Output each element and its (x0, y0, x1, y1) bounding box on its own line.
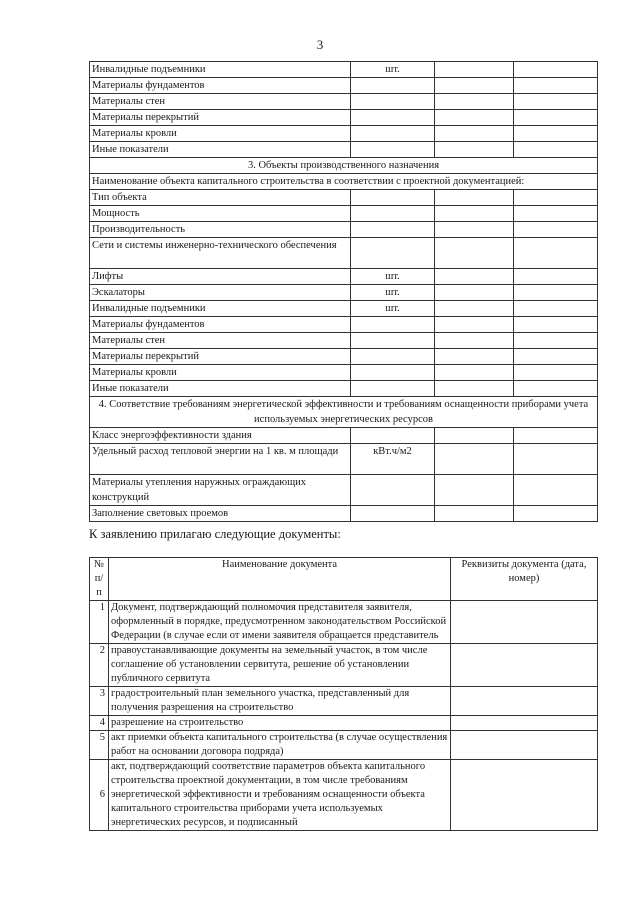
cell-empty (514, 190, 598, 206)
row-label: Инвалидные подъемники (90, 62, 351, 78)
table-row (90, 349, 598, 365)
row-label: Эскалаторы (90, 285, 351, 301)
row-unit (351, 317, 435, 333)
row-label: Материалы перекрытий (90, 110, 351, 126)
table-row (90, 317, 598, 333)
row-name: акт, подтверждающий соответствие параметров объекта капитального строительства проектной документации, в том числе требованиям энергетической эффективности и требованиям оснащенности объекта капитального строительства приборами учета используемых энергетических ресурсов, и подписанный (109, 760, 451, 831)
row-unit (351, 349, 435, 365)
section-4-title: 4. Соответствие требованиям энергетической эффективности и требованиям оснащенности приборами учета используемых энергетических ресурсов (90, 397, 598, 428)
table-row (90, 444, 598, 475)
table-row (90, 206, 598, 222)
table-row (90, 269, 598, 285)
row-unit (351, 94, 435, 110)
cell-empty (435, 222, 514, 238)
row-unit (351, 190, 435, 206)
row-name: акт приемки объекта капитального строительства (в случае осуществления работ на основании договора подряда) (109, 731, 451, 760)
row-label: Мощность (90, 206, 351, 222)
row-label: Сети и системы инженерно-технического обеспечения (90, 238, 351, 269)
table-row (90, 428, 598, 444)
row-unit (351, 206, 435, 222)
section-3-title: 3. Объекты производственного назначения (90, 158, 598, 174)
row-unit (351, 365, 435, 381)
table-row (90, 285, 598, 301)
row-unit: шт. (351, 62, 435, 78)
row-num: 5 (90, 731, 109, 760)
table-row (90, 78, 598, 94)
row-details (451, 687, 598, 716)
row-unit (351, 333, 435, 349)
row-label: Иные показатели (90, 381, 351, 397)
cell-empty (435, 301, 514, 317)
section-header-row (90, 397, 598, 428)
cell-empty (514, 238, 598, 269)
section-header-row (90, 158, 598, 174)
row-unit (351, 222, 435, 238)
row-details (451, 760, 598, 831)
row-num: 1 (90, 601, 109, 644)
row-num: 4 (90, 716, 109, 731)
row-label: Материалы утепления наружных ограждающих конструкций (90, 475, 351, 506)
row-label: Материалы фундаментов (90, 317, 351, 333)
attached-documents-table (89, 557, 598, 831)
table-row (90, 62, 598, 78)
row-num: 3 (90, 687, 109, 716)
table-row (90, 731, 598, 760)
row-details (451, 731, 598, 760)
cell-empty (514, 381, 598, 397)
cell-empty (435, 269, 514, 285)
cell-empty (435, 381, 514, 397)
cell-empty (514, 428, 598, 444)
cell-empty (514, 444, 598, 475)
cell-empty (514, 62, 598, 78)
cell-empty (514, 78, 598, 94)
row-unit: шт. (351, 301, 435, 317)
table-header-row (90, 558, 598, 601)
row-label: Тип объекта (90, 190, 351, 206)
header-name: Наименование документа (109, 558, 451, 601)
cell-empty (514, 269, 598, 285)
cell-empty (514, 349, 598, 365)
cell-empty (514, 506, 598, 522)
row-label: Материалы перекрытий (90, 349, 351, 365)
cell-empty (514, 94, 598, 110)
row-unit: шт. (351, 285, 435, 301)
cell-empty (514, 222, 598, 238)
table-row (90, 94, 598, 110)
row-unit (351, 142, 435, 158)
table-row (90, 238, 598, 269)
object-parameters-table (89, 61, 598, 522)
row-num: 6 (90, 760, 109, 831)
cell-empty (435, 110, 514, 126)
table-row (90, 475, 598, 506)
row-label: Материалы фундаментов (90, 78, 351, 94)
row-unit (351, 126, 435, 142)
cell-empty (435, 190, 514, 206)
header-details: Реквизиты документа (дата, номер) (451, 558, 598, 601)
page-number: 3 (316, 37, 324, 52)
table-row (90, 222, 598, 238)
row-name: Документ, подтверждающий полномочия представителя заявителя, оформленный в порядке, предусмотренном законодательством Российской Федерации (в случае если от имени заявителя обращается представитель (109, 601, 451, 644)
cell-empty (435, 506, 514, 522)
cell-empty (435, 365, 514, 381)
row-label: Удельный расход тепловой энергии на 1 кв. м площади (90, 444, 351, 475)
cell-empty (514, 365, 598, 381)
row-label: Материалы кровли (90, 126, 351, 142)
header-num: № п/п (90, 558, 109, 601)
cell-empty (435, 78, 514, 94)
row-label: Инвалидные подъемники (90, 301, 351, 317)
row-unit (351, 381, 435, 397)
row-label: Материалы стен (90, 333, 351, 349)
cell-empty (435, 206, 514, 222)
cell-empty (435, 62, 514, 78)
table-row (90, 110, 598, 126)
table-row (90, 760, 598, 831)
cell-empty (435, 333, 514, 349)
cell-empty (514, 142, 598, 158)
table-row (90, 381, 598, 397)
row-unit (351, 506, 435, 522)
row-unit (351, 238, 435, 269)
cell-empty (435, 444, 514, 475)
table-row (90, 333, 598, 349)
cell-empty (435, 428, 514, 444)
row-label: Материалы кровли (90, 365, 351, 381)
cell-empty (435, 238, 514, 269)
cell-empty (514, 317, 598, 333)
table-row (90, 301, 598, 317)
cell-empty (435, 317, 514, 333)
row-unit: шт. (351, 269, 435, 285)
cell-empty (514, 126, 598, 142)
table-row (90, 365, 598, 381)
cell-empty (435, 94, 514, 110)
row-label: Производительность (90, 222, 351, 238)
row-label: Материалы стен (90, 94, 351, 110)
row-name: разрешение на строительство (109, 716, 451, 731)
row-name: градостроительный план земельного участка, представленный для получения разрешения на строительство (109, 687, 451, 716)
cell-empty (435, 126, 514, 142)
row-details (451, 644, 598, 687)
row-unit (351, 475, 435, 506)
table-row (90, 687, 598, 716)
row-details (451, 601, 598, 644)
row-details (451, 716, 598, 731)
cell-empty (435, 285, 514, 301)
row-unit: кВт.ч/м2 (351, 444, 435, 475)
row-label: Класс энергоэффективности здания (90, 428, 351, 444)
row-num: 2 (90, 644, 109, 687)
object-name-row: Наименование объекта капитального строительства в соответствии с проектной документацией: (90, 174, 598, 190)
row-unit (351, 110, 435, 126)
cell-empty (435, 475, 514, 506)
cell-empty (514, 301, 598, 317)
table-row (90, 506, 598, 522)
cell-empty (435, 349, 514, 365)
row-label: Заполнение световых проемов (90, 506, 351, 522)
cell-empty (514, 206, 598, 222)
table-row (90, 174, 598, 190)
attachments-intro: К заявлению прилагаю следующие документы: (89, 527, 341, 541)
row-label: Иные показатели (90, 142, 351, 158)
table-row (90, 601, 598, 644)
table-row (90, 716, 598, 731)
row-unit (351, 428, 435, 444)
cell-empty (514, 285, 598, 301)
row-unit (351, 78, 435, 94)
cell-empty (514, 475, 598, 506)
table-row (90, 142, 598, 158)
cell-empty (435, 142, 514, 158)
table-row (90, 644, 598, 687)
table-row (90, 126, 598, 142)
row-name: правоустанавливающие документы на земельный участок, в том числе соглашение об установлении сервитута, решение об установлении публичного сервитута (109, 644, 451, 687)
row-label: Лифты (90, 269, 351, 285)
cell-empty (514, 110, 598, 126)
table-row (90, 190, 598, 206)
cell-empty (514, 333, 598, 349)
